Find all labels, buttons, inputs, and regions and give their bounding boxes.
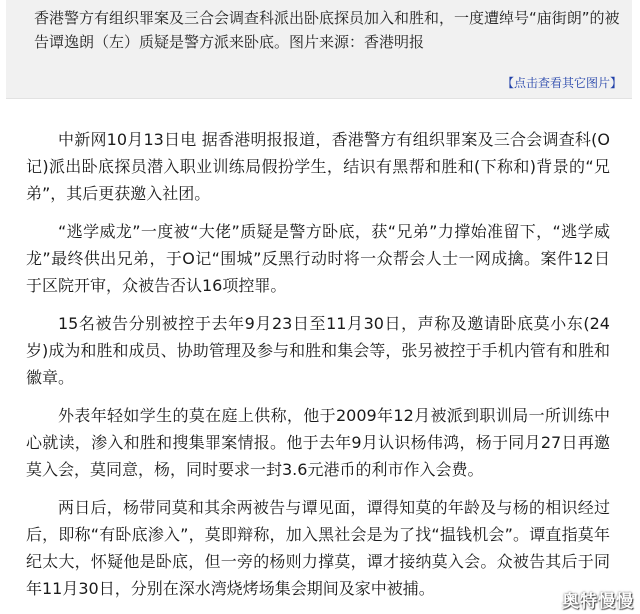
- article-body: [26, 126, 610, 613]
- article-paragraph: 两日后，杨带同莫和其余两被告与谭见面，谭得知莫的年龄及与杨的相识经过后，即称“有卧底渗入”，莫即辩称，加入黑社会是为了找“揾钱机会”。谭直指莫年纪太大，怀疑他是卧底，但一旁的杨则力撑莫，谭才接纳莫入会。众被告其后于同年11月30日，分别在深水湾烧烤场集会期间及家中被捕。: [26, 498, 610, 598]
- image-caption-box: [6, 0, 632, 99]
- article-paragraph: 外表年轻如学生的莫在庭上供称，他于2009年12月被派到职训局一所训练中心就读，渗入和胜和搜集罪案情报。他于去年9月认识杨伟鸿，杨于同月27日再邀莫入会，莫同意，杨，同时要求一封3.6元港币的利市作入会费。: [26, 406, 610, 479]
- article-paragraph: 15名被告分别被控于去年9月23日至11月30日，声称及邀请卧底莫小东(24岁)成为和胜和成员、协助管理及参与和胜和集会等，张另被控于手机内管有和胜和徽章。: [26, 314, 610, 387]
- more-images-link[interactable]: 【点击查看其它图片】: [501, 76, 622, 90]
- article-paragraph: 中新网10月13日电 据香港明报报道，香港警方有组织罪案及三合会调查科(O记)派出卧底探员潜入职业训练局假扮学生，结识有黑帮和胜和(下称和)背景的“兄弟”，其后更获邀入社团。: [26, 130, 610, 203]
- image-caption: 香港警方有组织罪案及三合会调查科派出卧底探员加入和胜和，一度遭绰号“庙街朗”的被告谭逸朗（左）质疑是警方派来卧底。图片来源：香港明报: [34, 9, 620, 51]
- watermark: 奥特慢慢: [562, 592, 634, 612]
- article-paragraph: “逃学威龙”一度被“大佬”质疑是警方卧底，获“兄弟”力撑始准留下，“逃学威龙”最终供出兄弟，于O记“围城”反黑行动时将一众帮会人士一网成擒。案件12日于区院开审，众被告否认16项控罪。: [26, 222, 610, 295]
